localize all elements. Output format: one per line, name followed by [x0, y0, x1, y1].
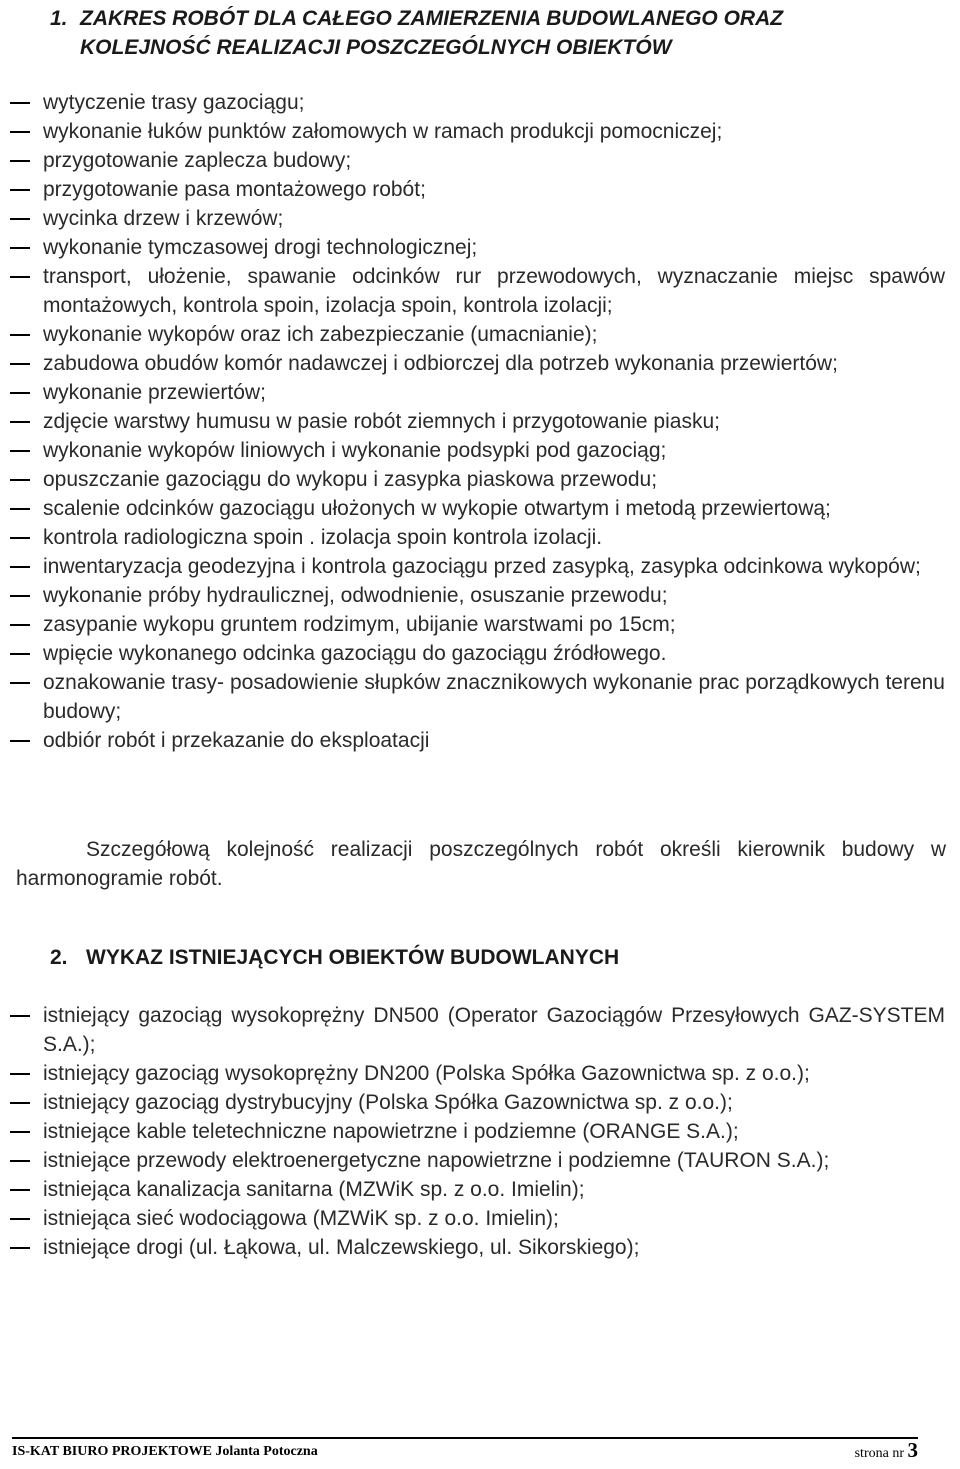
list-item: inwentaryzacja geodezyjna i kontrola gazociągu przed zasypką, zasypka odcinkowa wykopów;: [0, 552, 945, 581]
list-item: wpięcie wykonanego odcinka gazociągu do gazociągu źródłowego.: [0, 639, 945, 668]
list-item: istniejący gazociąg wysokoprężny DN500 (Operator Gazociągów Przesyłowych GAZ-SYSTEM S.A.);: [0, 1001, 945, 1059]
section-1-heading: [50, 4, 920, 62]
section-1-title-line-1: ZAKRES ROBÓT DLA CAŁEGO ZAMIERZENIA BUDOWLANEGO ORAZ: [80, 7, 784, 30]
footer-page-number: 3: [907, 1438, 918, 1462]
list-item: wykonanie przewiertów;: [0, 378, 945, 407]
section-2-title: WYKAZ ISTNIEJĄCYCH OBIEKTÓW BUDOWLANYCH: [86, 946, 620, 969]
list-item: zabudowa obudów komór nadawczej i odbiorczej dla potrzeb wykonania przewiertów;: [0, 349, 945, 378]
list-item: opuszczanie gazociągu do wykopu i zasypka piaskowa przewodu;: [0, 465, 945, 494]
list-item: zasypanie wykopu gruntem rodzimym, ubijanie warstwami po 15cm;: [0, 610, 945, 639]
list-item: istniejące przewody elektroenergetyczne napowietrzne i podziemne (TAURON S.A.);: [0, 1146, 945, 1175]
list-item: wykonanie próby hydraulicznej, odwodnienie, osuszanie przewodu;: [0, 581, 945, 610]
list-item: zdjęcie warstwy humusu w pasie robót ziemnych i przygotowanie piasku;: [0, 407, 945, 436]
list-item: odbiór robót i przekazanie do eksploatacji: [0, 726, 945, 755]
list-item: wytyczenie trasy gazociągu;: [0, 88, 945, 117]
list-item: wykonanie tymczasowej drogi technologicznej;: [0, 233, 945, 262]
list-item: wykonanie wykopów oraz ich zabezpieczanie (umacnianie);: [0, 320, 945, 349]
footer-company: IS-KAT BIURO PROJEKTOWE Jolanta Potoczna: [12, 1444, 318, 1459]
list-item: istniejący gazociąg dystrybucyjny (Polska Spółka Gazownictwa sp. z o.o.);: [0, 1088, 945, 1117]
list-item: wykonanie łuków punktów załomowych w ramach produkcji pomocniczej;: [0, 117, 945, 146]
list-item: istniejący gazociąg wysokoprężny DN200 (Polska Spółka Gazownictwa sp. z o.o.);: [0, 1059, 945, 1088]
list-item: przygotowanie zaplecza budowy;: [0, 146, 945, 175]
schedule-paragraph: Szczegółową kolejność realizacji poszczególnych robót określi kierownik budowy w harmonogramie robót.: [16, 838, 946, 890]
list-item: wycinka drzew i krzewów;: [0, 204, 945, 233]
list-item: wykonanie wykopów liniowych i wykonanie podsypki pod gazociąg;: [0, 436, 945, 465]
footer-page-label: strona nr: [854, 1446, 904, 1461]
list-item: przygotowanie pasa montażowego robót;: [0, 175, 945, 204]
footer-page-info: [855, 1439, 918, 1465]
list-item: scalenie odcinków gazociągu ułożonych w wykopie otwartym i metodą przewiertową;: [0, 494, 945, 523]
section-2-number: 2.: [50, 946, 68, 969]
page-footer: [12, 1437, 918, 1463]
list-item: kontrola radiologiczna spoin . izolacja spoin kontrola izolacji.: [0, 523, 945, 552]
works-scope-list: [0, 88, 945, 755]
list-item: istniejąca sieć wodociągowa (MZWiK sp. z o.o. Imielin);: [0, 1204, 945, 1233]
section-1-number: 1.: [50, 7, 68, 30]
section-1-title-line-2: KOLEJNOŚĆ REALIZACJI POSZCZEGÓLNYCH OBIEKTÓW: [80, 36, 672, 59]
list-item: oznakowanie trasy- posadowienie słupków znacznikowych wykonanie prac porządkowych terenu budowy;: [0, 668, 945, 726]
existing-objects-list: [0, 1001, 945, 1262]
list-item: istniejące drogi (ul. Łąkowa, ul. Malczewskiego, ul. Sikorskiego);: [0, 1233, 945, 1262]
list-item: istniejące kable teletechniczne napowietrzne i podziemne (ORANGE S.A.);: [0, 1117, 945, 1146]
section-2-heading: [50, 943, 619, 972]
list-item: istniejąca kanalizacja sanitarna (MZWiK sp. z o.o. Imielin);: [0, 1175, 945, 1204]
list-item: transport, ułożenie, spawanie odcinków rur przewodowych, wyznaczanie miejsc spawów montażowych, kontrola spoin, izolacja spoin, kontrola izolacji;: [0, 262, 945, 320]
